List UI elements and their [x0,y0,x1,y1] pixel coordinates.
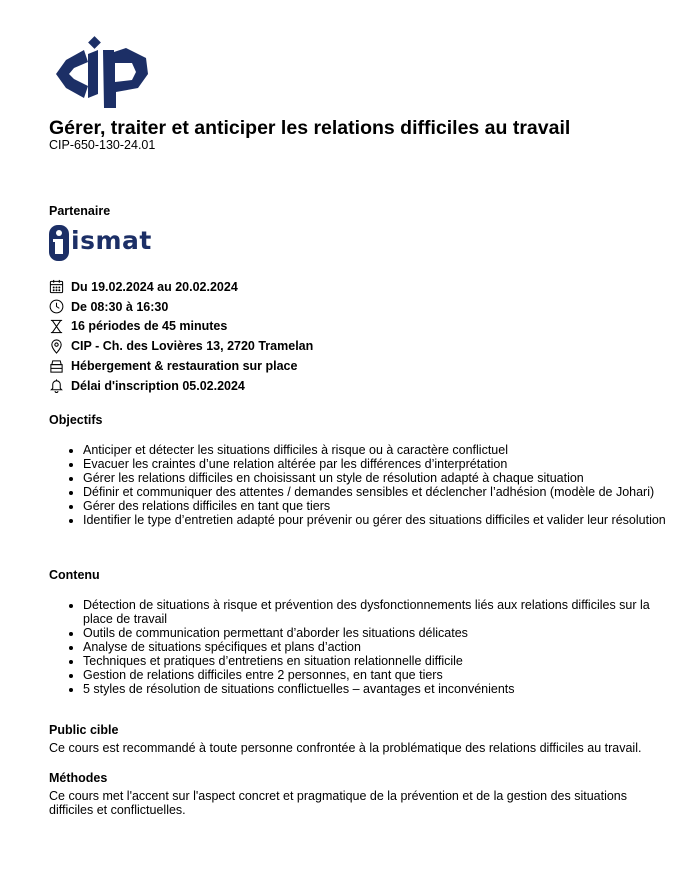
list-item: • Gestion de relations difficiles entre 2 personnes, en tant que tiers [83,668,681,682]
info-periods-text: 16 périodes de 45 minutes [71,319,228,334]
hourglass-icon [49,319,64,334]
info-hours [49,297,313,317]
accommodation-icon [49,359,64,374]
location-pin-icon [49,339,64,354]
info-location-text: CIP - Ch. des Lovières 13, 2720 Tramelan [71,339,314,354]
info-accommodation [49,356,313,376]
calendar-icon [49,279,64,294]
info-dates-text: Du 19.02.2024 au 20.02.2024 [71,279,238,294]
info-dates [49,277,313,297]
course-code: CIP-650-130-24.01 [49,138,156,152]
info-deadline-text: Délai d'inscription 05.02.2024 [71,378,245,393]
list-item: • Détection de situations à risque et prévention des dysfonctionnements liés aux relations difficiles sur la place de travail [83,598,681,626]
contenu-heading: Contenu [49,568,100,582]
info-deadline [49,376,313,396]
list-item: • 5 styles de résolution de situations conflictuelles – avantages et inconvénients [83,682,681,696]
cip-logo [54,36,152,108]
partner-name: ismat [71,226,152,255]
contenu-list [49,598,681,696]
list-item: • Gérer les relations difficiles en choisissant un style de résolution adapté à chaque situation [83,471,681,485]
methodes-heading: Méthodes [49,771,108,785]
info-periods [49,317,313,337]
list-item: • Outils de communication permettant d’aborder les situations délicates [83,626,681,640]
list-item: • Gérer des relations difficiles en tant que tiers [83,499,681,513]
course-info-list [49,277,313,396]
objectifs-list [49,443,681,527]
list-item: • Identifier le type d’entretien adapté pour prévenir ou gérer des situations difficiles et valider leur résolution [83,513,681,527]
ismat-logo-mark [49,225,69,261]
public-heading: Public cible [49,723,119,737]
list-item: • Analyse de situations spécifiques et plans d’action [83,640,681,654]
bell-icon [49,378,64,393]
info-hours-text: De 08:30 à 16:30 [71,299,169,314]
info-location [49,336,313,356]
list-item: • Anticiper et détecter les situations difficiles à risque ou à caractère conflictuel [83,443,681,457]
info-accommodation-text: Hébergement & restauration sur place [71,359,298,374]
course-title: Gérer, traiter et anticiper les relations difficiles au travail [49,117,571,139]
objectifs-heading: Objectifs [49,413,103,427]
clock-icon [49,299,64,314]
partner-heading: Partenaire [49,204,111,218]
methodes-text: Ce cours met l'accent sur l'aspect concret et pragmatique de la prévention et de la gestion des situations difficiles et conflictuelles. [49,789,628,817]
list-item: • Définir et communiquer des attentes / demandes sensibles et déclencher l’adhésion (modèle de Johari) [83,485,681,499]
public-text: Ce cours est recommandé à toute personne confrontée à la problématique des relations difficiles au travail. [49,741,642,755]
list-item: • Techniques et pratiques d’entretiens en situation relationnelle difficile [83,654,681,668]
list-item: • Evacuer les craintes d’une relation altérée par les différences d’interprétation [83,457,681,471]
